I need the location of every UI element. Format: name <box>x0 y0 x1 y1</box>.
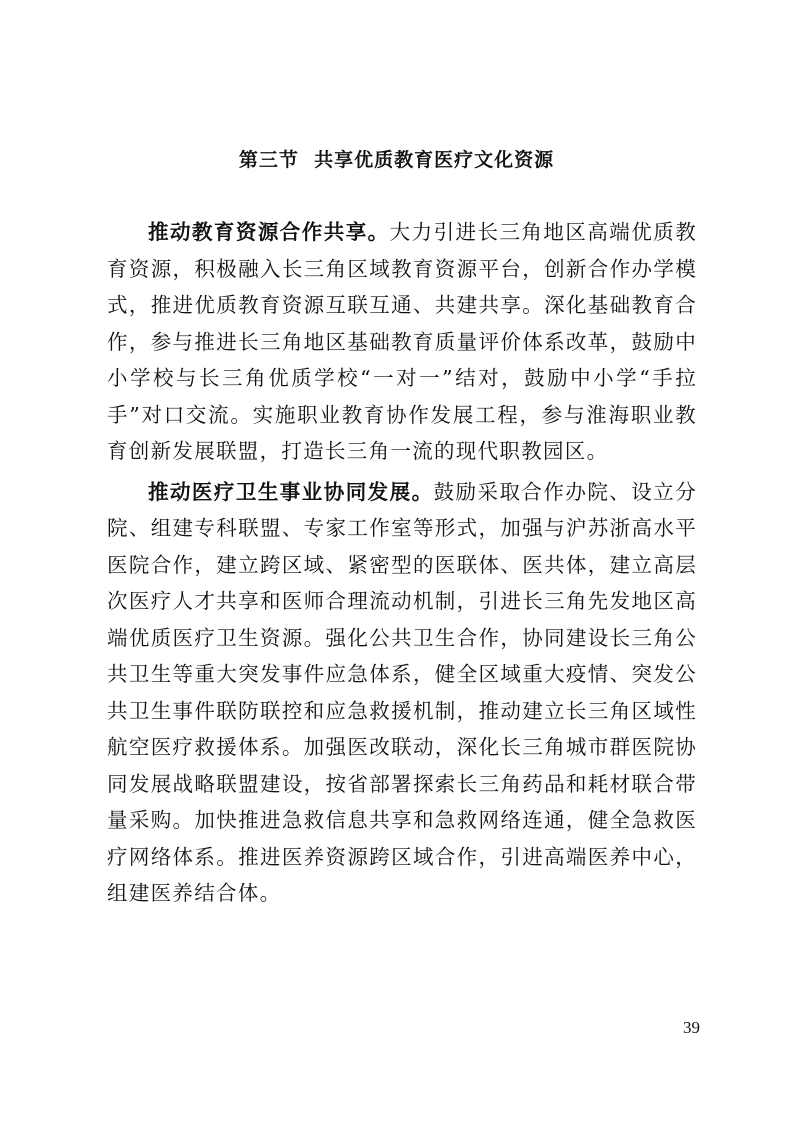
paragraph-healthcare <box>107 474 697 912</box>
body-text <box>107 214 697 916</box>
section-title: 第三节 共享优质教育医疗文化资源 <box>238 149 555 171</box>
paragraph-text: 鼓励采取合作办院、设立分院、组建专科联盟、专家工作室等形式，加强与沪苏浙高水平医院合作，建立跨区域、紧密型的医联体、医共体，建立高层次医疗人才共享和医师合理流动机制，引进长三角先发地区高端优质医疗卫生资源。强化公共卫生合作，协同建设长三角公共卫生等重大突发事件应急体系，健全区域重大疫情、突发公共卫生事件联防联控和应急救援机制，推动建立长三角区域性航空医疗救援体系。加强医改联动，深化长三角城市群医院协同发展战略联盟建设，按省部署探索长三角药品和耗材联合带量采购。加快推进急救信息共享和急救网络连通，健全急救医疗网络体系。推进医养资源跨区域合作，引进高端医养中心，组建医养结合体。 <box>107 479 697 905</box>
page-number: 39 <box>683 1018 700 1037</box>
paragraph-lead: 推动医疗卫生事业协同发展。 <box>148 479 434 504</box>
paragraph-text: 大力引进长三角地区高端优质教育资源，积极融入长三角区域教育资源平台，创新合作办学模式，推进优质教育资源互联互通、共建共享。深化基础教育合作，参与推进长三角地区基础教育质量评价体系改革，鼓励中小学校与长三角优质学校“一对一”结对，鼓励中小学“手拉手”对口交流。实施职业教育协作发展工程，参与淮海职业教育创新发展联盟，打造长三角一流的现代职教园区。 <box>107 220 697 463</box>
paragraph-education <box>107 214 697 470</box>
paragraph-lead: 推动教育资源合作共享。 <box>148 220 390 244</box>
